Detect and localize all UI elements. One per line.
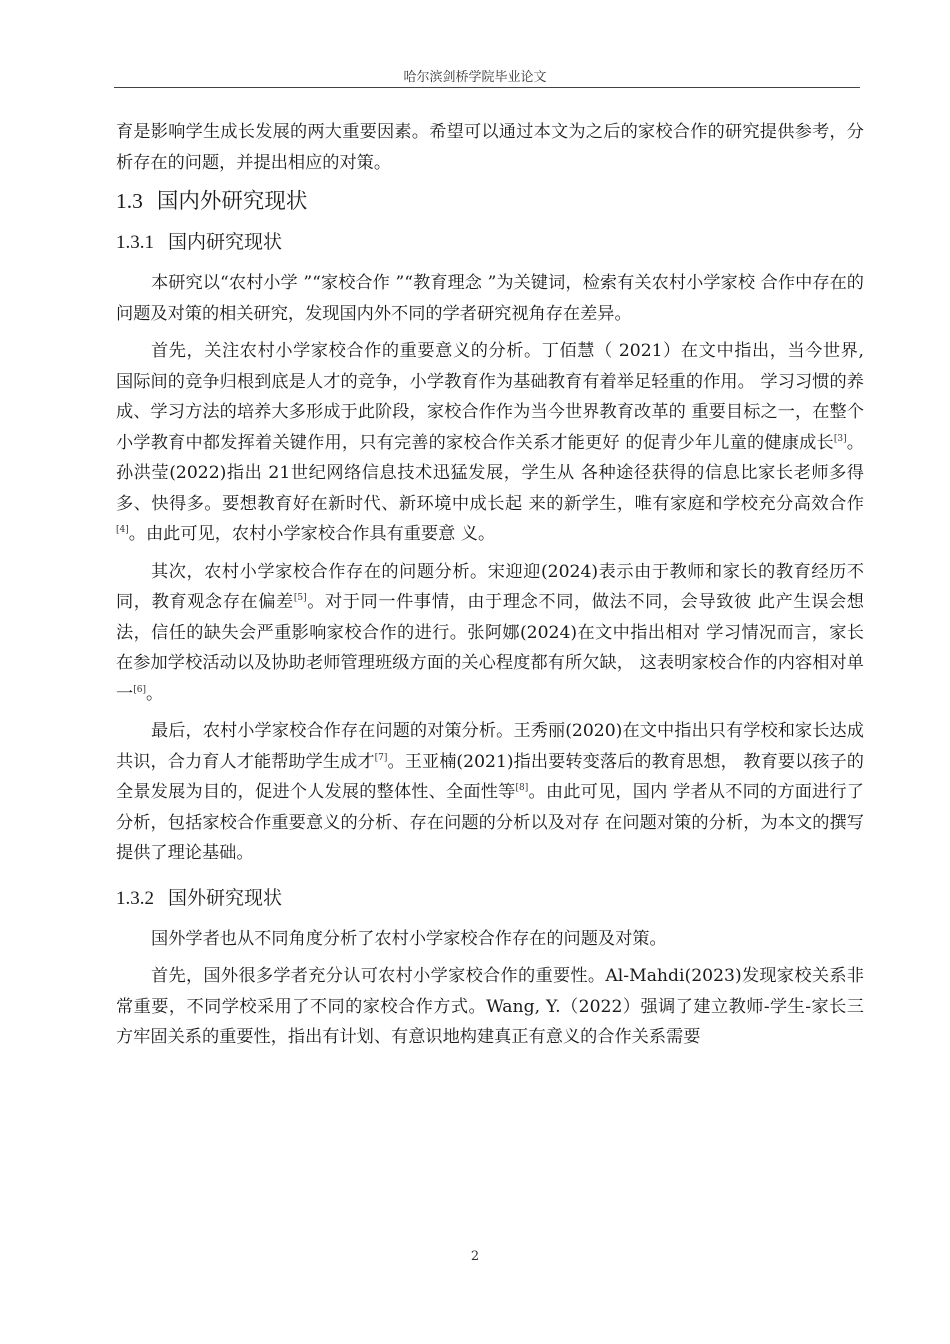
subsection-heading-1-3-1	[116, 227, 864, 258]
section-heading-1-3	[116, 186, 864, 217]
page-body	[116, 117, 864, 1053]
subsection-number: 1.3.2	[116, 887, 154, 909]
citation-4: [4]	[116, 525, 129, 535]
running-header: 哈尔滨剑桥学院毕业论文	[403, 70, 547, 85]
section-number: 1.3	[116, 189, 143, 213]
citation-5: [5]	[293, 593, 307, 603]
citation-8: [8]	[515, 783, 529, 793]
section-title: 国内外研究现状	[156, 189, 308, 214]
citation-7: [7]	[374, 752, 388, 763]
foreign-paragraph-2: 首先，国外很多学者充分认可农村小学家校合作的重要性。Al-Mahdi(2023)发现家校关系非常重要，不同学校采用了不同的家校合作方式。Wang, Y.（2022）强调了建立教师-学生-家长三方牢固关系的重要性，指出有计划、有意识地构建真正有意义的合作关系需要	[116, 966, 864, 1047]
domestic-paragraph-2: 首先，关注农村小学家校合作的重要意义的分析。丁佰慧（ 2021）在文中指出，当今世界, 国际间的竞争归根到底是人才的竞争，小学教育作为基础教育有着举足轻重的作用。 学习习惯的养成、学习方法的培养大多形成于此阶段，家校合作作为当今世界教育改革的 重要目标之一，在整个小学教育中都发挥着关键作用，只有完善的家校合作关系才能更好 的促青少年儿童的健康成长[3]。孙洪莹(2022)指出 21世纪网络信息技术迅猛发展，学生从 各种途径获得的信息比家长老师多得多、快得多。要想教育好在新时代、新环境中成长起 来的新学生，唯有家庭和学校充分高效合作[4]。由此可见，农村小学家校合作具有重要意 义。	[116, 341, 864, 544]
header-rule	[114, 87, 860, 88]
page-number: 2	[470, 1249, 480, 1264]
subsection-title: 国内研究现状	[168, 231, 283, 253]
subsection-heading-1-3-2	[116, 883, 864, 914]
citation-3: [3]	[833, 433, 847, 444]
citation-6: [6]	[133, 684, 146, 695]
domestic-paragraph-1: 本研究以“农村小学 ”“家校合作 ”“教育理念 ”为关键词，检索有关农村小学家校 合作中存在的问题及对策的相关研究，发现国内外不同的学者研究视角存在差异。	[116, 273, 864, 324]
intro-paragraph: 育是影响学生成长发展的两大重要因素。希望可以通过本文为之后的家校合作的研究提供参考，分析存在的问题，并提出相应的对策。	[116, 122, 864, 173]
subsection-number: 1.3.1	[116, 232, 154, 253]
domestic-paragraph-3: 其次，农村小学家校合作存在的问题分析。宋迎迎(2024)表示由于教师和家长的教育经历不同，教育观念存在偏差[5]。对于同一件事情，由于理念不同，做法不同，会导致彼 此产生误会想法，信任的缺失会严重影响家校合作的进行。张阿娜(2024)在文中指出相对 学习情况而言，家长在参加学校活动以及协助老师管理班级方面的关心程度都有所欠缺， 这表明家校合作的内容相对单一[6]。	[116, 561, 864, 704]
subsection-title: 国外研究现状	[168, 886, 283, 909]
foreign-paragraph-1: 国外学者也从不同角度分析了农村小学家校合作存在的问题及对策。	[151, 928, 667, 949]
domestic-paragraph-4: 最后，农村小学家校合作存在问题的对策分析。王秀丽(2020)在文中指出只有学校和家长达成共识，合力育人才能帮助学生成才[7]。王亚楠(2021)指出要转变落后的教育思想， 教育要以孩子的全景发展为目的，促进个人发展的整体性、全面性等[8]。由此可见，国内 学者从不同的方面进行了分析，包括家校合作重要意义的分析、存在问题的分析以及对存 在问题对策的分析，为本文的撰写提供了理论基础。	[116, 721, 864, 863]
